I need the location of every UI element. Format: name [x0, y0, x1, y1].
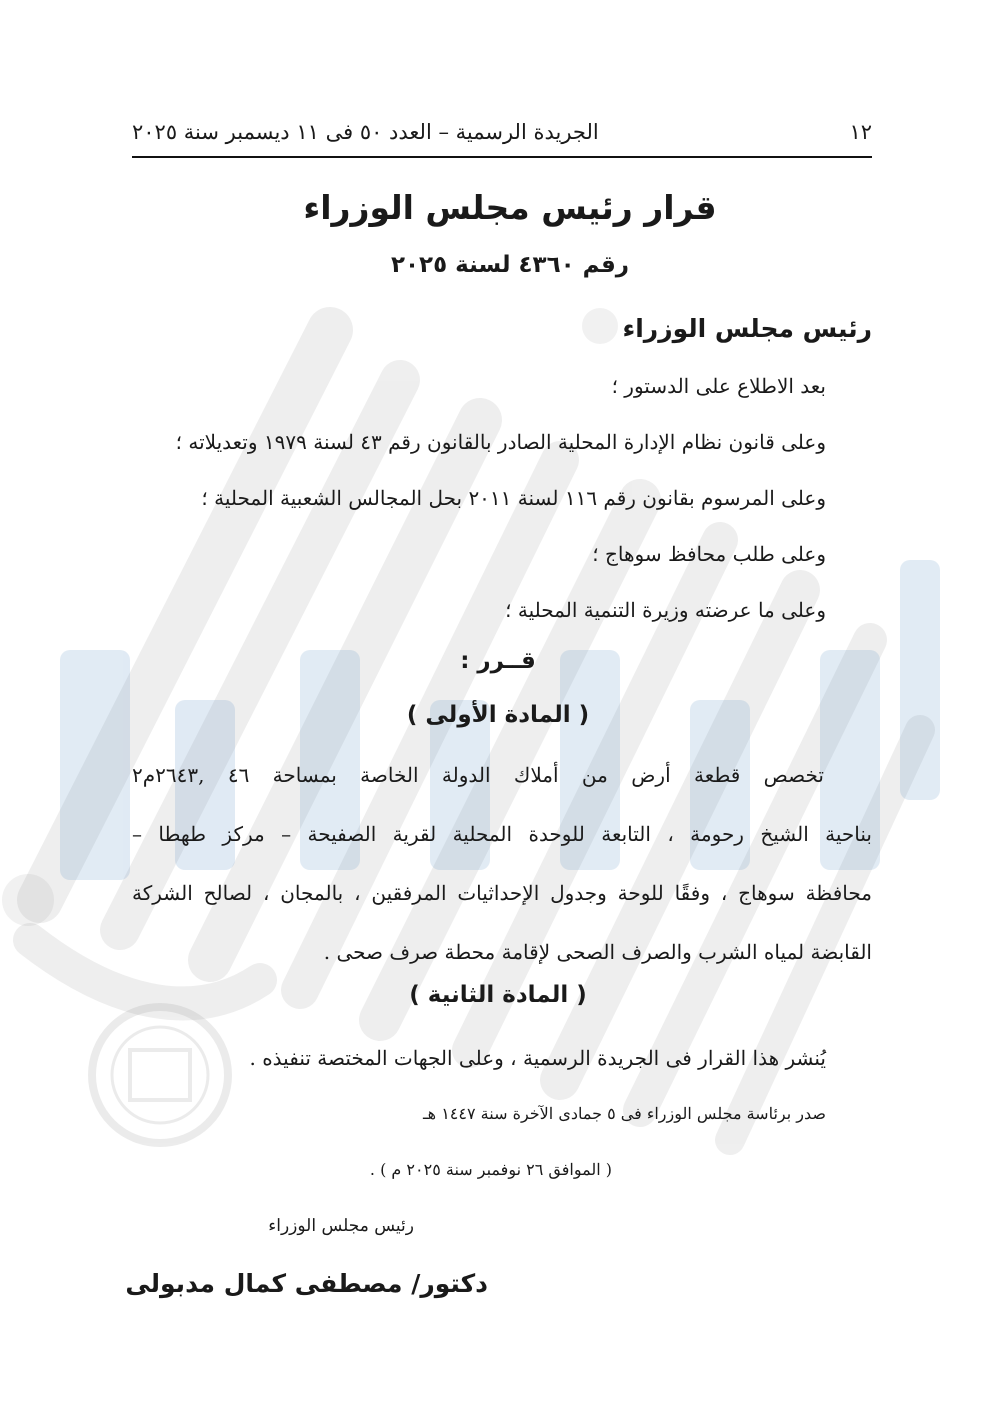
article-1-body	[132, 752, 872, 988]
article-1-heading: ( المادة الأولى )	[406, 702, 590, 728]
preamble-item: وعلى طلب محافظ سوهاج ؛	[592, 542, 826, 566]
decree-title: قرار رئيس مجلس الوزراء	[303, 188, 717, 227]
corresponding-date-line: ( الموافق ٢٦ نوفمبر سنة ٢٠٢٥ م ) .	[369, 1160, 612, 1179]
article-2-body: يُنشر هذا القرار فى الجريدة الرسمية ، وعلى الجهات المختصة تنفيذه .	[249, 1046, 826, 1070]
article-2-heading: ( المادة الثانية )	[409, 982, 587, 1008]
article-1-line: محافظة سوهاج ، وفقًا للوحة وجدول الإحداثيات المرفقين ، بالمجان ، لصالح الشركة	[132, 881, 872, 905]
running-title: الجريدة الرسمية – العدد ٥٠ فى ١١ ديسمبر سنة ٢٠٢٥	[132, 120, 599, 144]
preamble-item: وعلى المرسوم بقانون رقم ١١٦ لسنة ٢٠١١ بحل المجالس الشعبية المحلية ؛	[201, 486, 826, 510]
article-1-line: تخصص قطعة أرض من أملاك الدولة الخاصة بمساحة ٤٦ ,٢٦٤٣م٢	[132, 763, 824, 787]
header-divider	[132, 156, 872, 158]
preamble-item: وعلى قانون نظام الإدارة المحلية الصادر بالقانون رقم ٤٣ لسنة ١٩٧٩ وتعديلاته ؛	[175, 430, 826, 454]
issued-date-line: صدر برئاسة مجلس الوزراء فى ٥ جمادى الآخرة سنة ١٤٤٧ هـ	[422, 1104, 826, 1123]
signatory-title: رئيس مجلس الوزراء	[268, 1216, 414, 1236]
article-1-line: بناحية الشيخ رحومة ، التابعة للوحدة المحلية لقرية الصفيحة – مركز طهطا –	[132, 822, 872, 846]
decree-issuer: رئيس مجلس الوزراء	[622, 314, 872, 343]
preamble-item: بعد الاطلاع على الدستور ؛	[611, 374, 826, 398]
decree-number: رقم ٤٣٦٠ لسنة ٢٠٢٥	[390, 252, 630, 278]
preamble-item: وعلى ما عرضته وزيرة التنمية المحلية ؛	[505, 598, 826, 622]
page-number: ١٢	[849, 120, 872, 144]
decided-label: قــرر :	[460, 648, 536, 674]
article-1-line: القابضة لمياه الشرب والصرف الصحى لإقامة محطة صرف صحى .	[323, 940, 872, 964]
signatory-name: دكتور/ مصطفى كمال مدبولى	[125, 1269, 488, 1298]
preamble-list	[126, 366, 826, 646]
page-header	[132, 112, 872, 152]
